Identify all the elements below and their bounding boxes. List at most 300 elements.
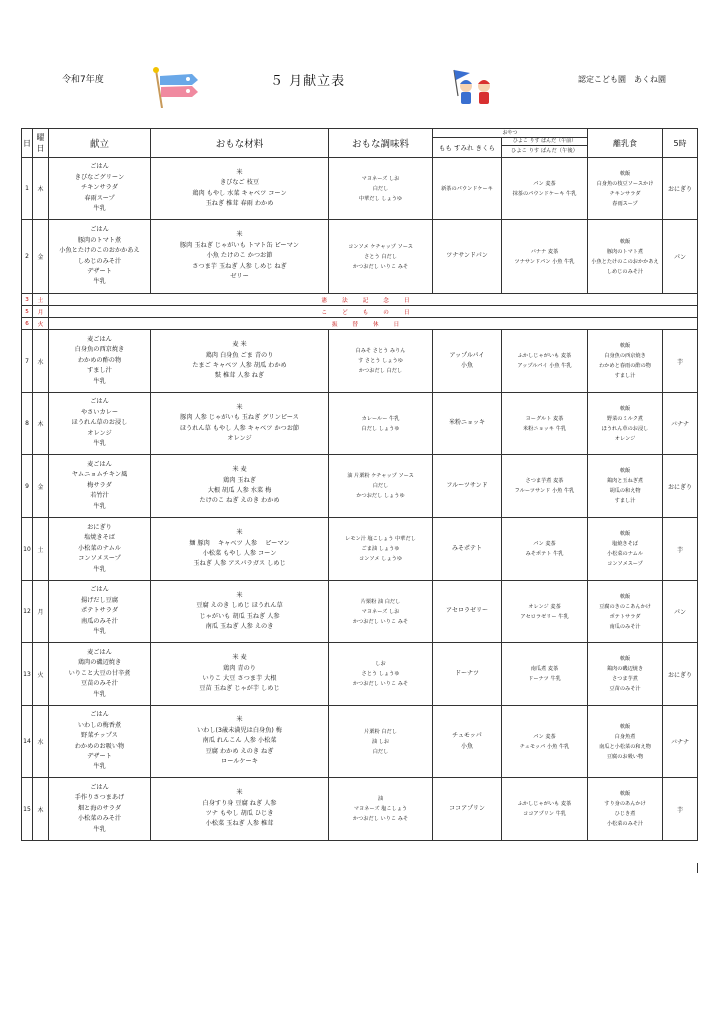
ingredients-cell-line: オレンジ <box>227 434 252 442</box>
ingredients-cell-line: 豆腐 えのき しめじ ほうれん草 <box>196 602 283 610</box>
ingredients-cell-line: 米 麦 <box>232 466 247 474</box>
menu-cell-line: 牛乳 <box>93 628 106 636</box>
snack-older-cell <box>433 778 502 841</box>
ingredients-cell-line: 鶏肉 白身魚 ごま 青のり <box>205 351 274 359</box>
seasonings-cell-line: 中華だし しょうゆ <box>358 195 403 202</box>
weekday: 木 <box>33 158 49 220</box>
menu-cell-line: 牛乳 <box>93 825 106 833</box>
seasonings-cell-line: かつおだし いりこ みそ <box>352 816 409 822</box>
menu-cell-line: 南瓜のみそ汁 <box>80 617 119 625</box>
col-menu: 献立 <box>49 129 151 158</box>
snack-older-cell <box>433 393 502 455</box>
baby-food-cell-line: 軟飯 <box>619 593 631 600</box>
baby-food-cell-line: 鶏肉の磯辺焼き <box>606 666 644 672</box>
snack-younger-cell-line: みそポテト 牛乳 <box>525 551 564 557</box>
five-oclock-cell: 芋 <box>663 778 698 841</box>
ingredients-cell-line: 小松菜 もやし 人参 コーン <box>202 550 277 557</box>
five-oclock-cell: おにぎり <box>663 643 698 706</box>
table-row <box>22 706 698 778</box>
seasonings-cell-line: かつおだし 白だし <box>358 368 403 374</box>
ingredients-cell-line: 鶏肉 もやし 水菜 キャベツ コーン <box>192 189 287 197</box>
snack-younger-cell <box>502 643 588 706</box>
seasonings-cell <box>329 455 433 518</box>
baby-food-cell-line: すまし汁 <box>614 498 636 504</box>
menu-cell-line: ごはん <box>90 226 109 234</box>
seasonings-cell-line: 油 片栗粉 ケチャップ ソース <box>347 473 414 479</box>
snack-older-cell-line: ココアプリン <box>449 804 485 812</box>
menu-cell <box>49 778 151 841</box>
menu-cell-line: オレンジ <box>87 429 112 437</box>
snack-older-cell-line: フルーツサンド <box>446 481 488 489</box>
menu-cell-line: 野菜チップス <box>81 732 118 740</box>
menu-cell <box>49 643 151 706</box>
seasonings-cell-line: 片栗粉 油 白だし <box>360 598 401 605</box>
seasonings-cell <box>329 220 433 294</box>
menu-cell-line: ヤムニョムチキン風 <box>71 471 128 479</box>
menu-cell-line: デザート <box>87 752 112 760</box>
day-number: 7 <box>22 330 33 393</box>
seasonings-cell-line: す さとう しょうゆ <box>358 358 403 364</box>
baby-food-cell <box>588 393 663 455</box>
day-number: 6 <box>22 318 33 330</box>
ingredients-cell-line: 小松菜 玉ねぎ 人参 椎茸 <box>205 820 274 828</box>
col-day: 日 <box>22 129 33 158</box>
day-number: 15 <box>22 778 33 841</box>
weekday: 金 <box>33 220 49 294</box>
ingredients-cell <box>151 393 329 455</box>
day-number: 3 <box>22 294 33 306</box>
seasonings-cell <box>329 393 433 455</box>
weekday: 土 <box>33 294 49 306</box>
baby-food-cell <box>588 706 663 778</box>
baby-food-cell-line: ひじき煮 <box>614 811 636 817</box>
snack-older-cell <box>433 581 502 643</box>
ingredients-cell-line: 麺 豚肉 キャベツ 人参 ピーマン <box>189 539 290 547</box>
snack-older-cell-line: アセロラゼリー <box>446 607 488 615</box>
menu-cell <box>49 330 151 393</box>
snack-younger-cell-line: ツナサンドパン 小魚 牛乳 <box>514 258 575 265</box>
menu-cell <box>49 581 151 643</box>
table-edge <box>697 863 698 873</box>
menu-cell-line: やさいカレー <box>80 408 119 416</box>
ingredients-cell-line: 鶏肉 玉ねぎ <box>223 476 256 484</box>
seasonings-cell-line: 白だし <box>372 483 389 489</box>
seasonings-cell <box>329 706 433 778</box>
five-oclock-cell: バナナ <box>663 393 698 455</box>
ingredients-cell-line: いりこ 大豆 さつま芋 大根 <box>202 675 277 682</box>
seasonings-cell-line: 白だし <box>372 748 389 755</box>
snack-younger-cell-line: ふかしじゃがいも 麦茶 <box>517 353 572 359</box>
five-oclock-cell: パン <box>663 220 698 294</box>
snack-younger-cell-line: チュモッパ 小魚 牛乳 <box>519 743 570 750</box>
ingredients-cell-line: 米 <box>236 591 243 599</box>
baby-food-cell-line: 塩焼きそば <box>612 541 638 547</box>
snack-younger-cell <box>502 220 588 294</box>
ingredients-cell-line: 小魚 たけのこ かつお節 <box>206 252 273 260</box>
snack-older-cell <box>433 643 502 706</box>
seasonings-cell-line: マヨネーズ 塩こしょう <box>353 806 408 812</box>
holiday-name: こどもの日 <box>321 309 425 316</box>
day-number: 2 <box>22 220 33 294</box>
seasonings-cell <box>329 158 433 220</box>
menu-cell-line: きびなごグリーン <box>74 173 125 181</box>
baby-food-cell-line: 軟飯 <box>619 531 631 537</box>
snack-older-cell <box>433 455 502 518</box>
menu-cell-line: 揚げだし豆腐 <box>80 596 119 604</box>
ingredients-cell-line: 玉ねぎ 椎茸 春雨 わかめ <box>205 199 274 207</box>
seasonings-cell <box>329 330 433 393</box>
seasonings-cell-line: 白だし <box>372 185 389 192</box>
snack-younger-cell-line: さつま芋煮 麦茶 <box>525 478 564 484</box>
table-row <box>22 330 698 393</box>
ingredients-cell-line: いわし(3歳未満児は白身魚) 梅 <box>197 726 282 734</box>
menu-cell <box>49 455 151 518</box>
snack-younger-cell-line: パン 麦茶 <box>533 541 556 547</box>
snack-older-cell <box>433 330 502 393</box>
menu-cell <box>49 706 151 778</box>
ingredients-cell <box>151 518 329 581</box>
day-number: 14 <box>22 706 33 778</box>
baby-food-cell-line: 小魚とたけのこのおかかあえ <box>591 258 659 265</box>
menu-cell-line: しめじのみそ汁 <box>77 257 122 265</box>
weekday: 木 <box>33 778 49 841</box>
baby-food-cell-line: 豚肉のトマト煮 <box>606 248 644 255</box>
snack-younger-cell-line: アセロラゼリー 牛乳 <box>520 613 569 620</box>
seasonings-cell-line: しお <box>375 661 386 667</box>
snack-younger-cell <box>502 330 588 393</box>
snack-older-cell-line: ツナサンドパン <box>446 252 488 260</box>
snack-younger-cell-line: 米粉ニョッキ 牛乳 <box>522 425 567 432</box>
ingredients-cell-line: ツナ もやし 胡瓜 ひじき <box>205 810 274 817</box>
holiday-name: 振替休日 <box>331 321 415 328</box>
weekday: 水 <box>33 706 49 778</box>
menu-cell-line: ほうれん草のお浸し <box>71 419 128 427</box>
weekday: 月 <box>33 306 49 318</box>
baby-food-cell-line: チキンサラダ <box>609 190 641 197</box>
menu-cell <box>49 158 151 220</box>
col-weekday: 曜日 <box>33 129 49 158</box>
menu-cell-line: 若竹汁 <box>90 492 109 500</box>
snack-younger-cell-line: 抹茶のパウンドケーキ 牛乳 <box>512 190 577 197</box>
baby-food-cell-line: 南瓜と小松菜の和え物 <box>599 743 651 750</box>
weekday: 木 <box>33 393 49 455</box>
ingredients-cell-line: 豚肉 人参 じゃがいも 玉ねぎ グリンピース <box>180 414 299 422</box>
ingredients-cell <box>151 581 329 643</box>
menu-cell <box>49 220 151 294</box>
col-five: 5時 <box>663 129 698 158</box>
seasonings-cell <box>329 518 433 581</box>
table-row <box>22 518 698 581</box>
menu-cell-line: 牛乳 <box>93 763 106 771</box>
menu-cell-line: 豆苗のみそ汁 <box>80 680 119 688</box>
menu-cell-line: 牛乳 <box>93 690 106 698</box>
seasonings-cell-line: コンソメ ケチャップ ソース <box>348 243 413 250</box>
menu-cell-line: すまし汁 <box>87 367 112 375</box>
seasonings-cell-line: マヨネーズ しお <box>361 175 400 182</box>
baby-food-cell-line: 胡瓜の和え物 <box>609 488 641 494</box>
baby-food-cell-line: さつま芋煮 <box>612 676 638 682</box>
ingredients-cell-line: 米 麦 <box>232 654 247 662</box>
menu-cell-line: わかめのお吸い物 <box>74 742 125 750</box>
ingredients-cell-line: じゃがいも 胡瓜 玉ねぎ 人参 <box>199 612 280 620</box>
menu-cell-line: デザート <box>87 267 112 275</box>
baby-food-cell-line: 軟飯 <box>619 723 631 730</box>
menu-cell-line: 麦ごはん <box>87 335 112 343</box>
menu-cell-line: ごはん <box>90 783 109 791</box>
baby-food-cell-line: 白身魚煮 <box>614 733 636 740</box>
ingredients-cell-line: 米 <box>236 168 243 176</box>
menu-cell-line: 梅サラダ <box>87 481 112 489</box>
snack-younger-cell-line: ふかしじゃがいも 麦茶 <box>517 801 572 807</box>
menu-cell-line: わかめの酢の物 <box>77 356 122 364</box>
holiday-row <box>22 306 698 318</box>
ingredients-cell-line: たけのこ ねぎ えのき わかめ <box>199 497 280 505</box>
seasonings-cell-line: かつおだし しょうゆ <box>356 493 405 499</box>
ingredients-cell-line: ロールケーキ <box>221 758 258 766</box>
ingredients-cell <box>151 220 329 294</box>
snack-younger-cell <box>502 455 588 518</box>
ingredients-cell-line: たまご キャベツ 人参 胡瓜 わかめ <box>192 362 287 369</box>
baby-food-cell-line: 鶏肉と玉ねぎ煮 <box>606 478 644 484</box>
ingredients-cell-line: 米 <box>236 789 243 797</box>
ingredients-cell-line: 豚肉 玉ねぎ じゃがいも トマト缶 ピーマン <box>180 241 299 249</box>
snack-younger-cell-line: パン 麦茶 <box>533 180 556 187</box>
menu-cell-line: いりこと大豆の甘辛煮 <box>68 669 131 677</box>
day-number: 13 <box>22 643 33 706</box>
holiday-cell <box>49 318 698 330</box>
seasonings-cell-line: 白みそ さとう みりん <box>355 348 406 354</box>
table-row <box>22 581 698 643</box>
nursery-name: 認定こども園 あくね園 <box>578 75 666 84</box>
menu-cell <box>49 518 151 581</box>
ingredients-cell-line: 米 <box>236 716 243 724</box>
seasonings-cell-line: かつおだし いりこ みそ <box>352 681 409 687</box>
baby-food-cell <box>588 158 663 220</box>
snack-older-cell-line: ドーナツ <box>455 669 479 677</box>
baby-food-cell-line: すまし汁 <box>614 373 636 379</box>
snack-older-cell-line: 新茶のパウンドケーキ <box>441 185 493 192</box>
col-snack-pm: ひよこ りす ぱんだ（午後） <box>511 148 578 154</box>
seasonings-cell-line: カレールー 牛乳 <box>361 415 400 422</box>
snack-younger-cell-line: アップルパイ 小魚 牛乳 <box>517 363 572 369</box>
day-number: 9 <box>22 455 33 518</box>
ingredients-cell <box>151 778 329 841</box>
holiday-row <box>22 294 698 306</box>
holiday-cell <box>49 306 698 318</box>
carp-streamer-icon <box>148 66 202 108</box>
table-row <box>22 778 698 841</box>
seasonings-cell-line: かつおだし いりこ みそ <box>352 263 409 270</box>
seasonings-cell <box>329 778 433 841</box>
table-row <box>22 393 698 455</box>
baby-food-cell-line: 南瓜のみそ汁 <box>609 623 641 630</box>
snack-older-cell-line: 小魚 <box>460 362 473 369</box>
menu-table <box>21 128 698 841</box>
snack-younger-cell <box>502 581 588 643</box>
baby-food-cell <box>588 330 663 393</box>
ingredients-cell-line: 米 <box>236 403 243 411</box>
ingredients-cell-line: 鶏肉 青のり <box>223 664 256 672</box>
seasonings-cell-line: レモン汁 塩こしょう 中華だし <box>345 536 416 542</box>
seasonings-cell-line: さとう 白だし <box>364 253 397 260</box>
snack-older-cell-line: アップルパイ <box>449 351 485 359</box>
baby-food-cell-line: 春雨スープ <box>612 200 638 207</box>
baby-food-cell-line: コンソメスープ <box>607 561 643 567</box>
day-number: 12 <box>22 581 33 643</box>
menu-cell-line: チキンサラダ <box>80 184 118 192</box>
baby-food-cell <box>588 778 663 841</box>
menu-cell-line: ごはん <box>90 163 109 171</box>
ingredients-cell-line: 南瓜 れんこん 人参 小松菜 <box>202 737 277 745</box>
baby-food-cell <box>588 455 663 518</box>
menu-cell-line: ポテトサラダ <box>80 607 119 615</box>
table-row <box>22 158 698 220</box>
col-snack-am: ひよこ りす ぱんだ（午前） <box>502 138 587 146</box>
baby-food-cell-line: 豆腐のきのこあんかけ <box>599 603 651 610</box>
menu-cell <box>49 393 151 455</box>
ingredients-cell <box>151 455 329 518</box>
ingredients-cell-line: さつま芋 玉ねぎ 人参 しめじ ねぎ <box>192 262 287 270</box>
snack-older-cell-line: 小魚 <box>460 742 473 750</box>
ingredients-cell-line: ゼリー <box>230 273 249 281</box>
baby-food-cell-line: 豆苗のみそ汁 <box>609 686 641 692</box>
ingredients-cell-line: 玉ねぎ 人参 アスパラガス しめじ <box>193 560 286 568</box>
menu-cell-line: 牛乳 <box>93 377 106 385</box>
five-oclock-cell: おにぎり <box>663 455 698 518</box>
snack-older-cell <box>433 220 502 294</box>
snack-younger-cell-line: オレンジ 麦茶 <box>528 603 561 610</box>
ingredients-cell-line: 米 <box>236 529 243 537</box>
snack-younger-cell-line: ココアプリン 牛乳 <box>523 811 566 817</box>
menu-cell-line: 麦ごはん <box>87 648 112 656</box>
menu-cell-line: 春雨スープ <box>84 194 115 202</box>
seasonings-cell-line: コンソメ しょうゆ <box>358 556 403 562</box>
menu-cell-line: 小魚とたけのこのおかかあえ <box>59 247 140 255</box>
baby-food-cell <box>588 518 663 581</box>
col-ingredients: おもな材料 <box>151 129 329 158</box>
baby-food-cell-line: 軟飯 <box>619 405 631 412</box>
five-oclock-cell: おにぎり <box>663 158 698 220</box>
baby-food-cell-line: 小松菜のみそ汁 <box>606 821 644 827</box>
snack-younger-cell <box>502 518 588 581</box>
baby-food-cell-line: 野菜のミルク煮 <box>606 415 644 422</box>
col-baby-food: 離乳食 <box>588 129 663 158</box>
weekday: 月 <box>33 581 49 643</box>
menu-cell-line: 牛乳 <box>93 278 106 286</box>
menu-cell-line: 牛乳 <box>93 440 106 448</box>
snack-younger-cell <box>502 158 588 220</box>
baby-food-cell-line: 白身魚の西京焼き <box>604 353 646 359</box>
baby-food-cell-line: 軟飯 <box>619 343 631 349</box>
menu-cell-line: 小松菜のナムル <box>77 544 121 552</box>
ingredients-cell-line: 白身すり身 豆腐 ねぎ 人参 <box>202 799 277 807</box>
page-title: ５ 月献立表 <box>270 74 346 89</box>
menu-cell-line: 鶏肉の磯辺焼き <box>77 659 122 667</box>
ingredients-cell-line: ほうれん草 もやし 人参 キャベツ かつお節 <box>179 424 300 432</box>
snack-younger-cell <box>502 393 588 455</box>
holiday-cell <box>49 294 698 306</box>
menu-cell-line: 牛乳 <box>93 205 106 213</box>
snack-younger-cell-line: バナナ 麦茶 <box>530 248 559 255</box>
seasonings-cell-line: 油 <box>377 796 384 802</box>
baby-food-cell-line: ほうれん草のお浸し <box>601 425 649 432</box>
baby-food-cell <box>588 581 663 643</box>
seasonings-cell <box>329 643 433 706</box>
five-oclock-cell: バナナ <box>663 706 698 778</box>
baby-food-cell-line: 軟飯 <box>619 656 631 662</box>
weekday: 水 <box>33 330 49 393</box>
baby-food-cell <box>588 643 663 706</box>
baby-food-cell-line: わかめと春雨の酢の物 <box>599 363 651 369</box>
baby-food-cell-line: 軟飯 <box>619 791 631 797</box>
table-row <box>22 220 698 294</box>
ingredients-cell-line: 麩 椎茸 人参 ねぎ <box>214 372 265 380</box>
snack-younger-cell-line: ヨーグルト 麦茶 <box>525 415 564 422</box>
ingredients-cell-line: きびなご 枝豆 <box>219 179 260 187</box>
seasonings-cell-line: 白だし しょうゆ <box>361 425 400 432</box>
baby-food-cell-line: 軟飯 <box>619 170 631 177</box>
snack-younger-cell-line: 南瓜煮 麦茶 <box>530 666 559 672</box>
ingredients-cell <box>151 643 329 706</box>
menu-cell-line: 小松菜のみそ汁 <box>77 815 122 823</box>
menu-cell-line: 牛乳 <box>93 502 106 510</box>
col-seasonings: おもな調味料 <box>329 129 433 158</box>
snack-older-cell <box>433 518 502 581</box>
ingredients-cell-line: 豆苗 玉ねぎ じゃが芋 しめじ <box>199 685 280 693</box>
ingredients-cell <box>151 706 329 778</box>
five-oclock-cell: パン <box>663 581 698 643</box>
baby-food-cell-line: しめじのみそ汁 <box>606 268 644 275</box>
menu-cell-line: コンソメスープ <box>78 555 121 563</box>
day-number: 8 <box>22 393 33 455</box>
fiscal-year: 令和7年度 <box>62 75 104 85</box>
col-oyatsu: おやつ <box>433 129 588 138</box>
five-oclock-cell: 芋 <box>663 330 698 393</box>
ingredients-cell <box>151 158 329 220</box>
snack-older-cell <box>433 706 502 778</box>
holiday-row <box>22 318 698 330</box>
menu-cell-line: 手作りさつまあげ <box>74 794 125 802</box>
weekday: 火 <box>33 318 49 330</box>
baby-food-cell-line: 白身魚の枝豆ソースかけ <box>596 180 654 187</box>
snack-younger-cell-line: ドーナツ 牛乳 <box>528 676 561 682</box>
baby-food-cell-line: すり身のあんかけ <box>604 801 646 807</box>
menu-cell-line: 白身魚の西京焼き <box>74 346 125 354</box>
snack-younger-cell <box>502 778 588 841</box>
seasonings-cell-line: マヨネーズ しお <box>361 608 400 615</box>
snack-older-cell-line: みそポテト <box>451 544 482 552</box>
snack-younger-cell-line: フルーツサンド 小魚 牛乳 <box>514 488 575 494</box>
day-number: 1 <box>22 158 33 220</box>
holiday-name: 憲法記念日 <box>321 297 425 304</box>
seasonings-cell-line: ごま油 しょうゆ <box>361 546 400 552</box>
baby-food-cell <box>588 220 663 294</box>
snack-younger-cell-line: パン 麦茶 <box>533 733 556 740</box>
menu-cell-line: 牛乳 <box>93 565 106 573</box>
ingredients-cell-line: 大根 胡瓜 人参 水菜 梅 <box>207 487 272 494</box>
menu-cell-line: ごはん <box>90 711 109 719</box>
five-oclock-cell: 芋 <box>663 518 698 581</box>
baby-food-cell-line: オレンジ <box>614 435 636 442</box>
ingredients-cell <box>151 330 329 393</box>
baby-food-cell-line: 豆腐のお吸い物 <box>606 753 644 760</box>
ingredients-cell-line: 南瓜 玉ねぎ 人参 えのき <box>205 622 274 630</box>
snack-older-cell <box>433 158 502 220</box>
seasonings-cell <box>329 581 433 643</box>
seasonings-cell-line: さとう しょうゆ <box>361 671 400 677</box>
snack-older-cell-line: チュモッパ <box>452 732 482 740</box>
weekday: 火 <box>33 643 49 706</box>
